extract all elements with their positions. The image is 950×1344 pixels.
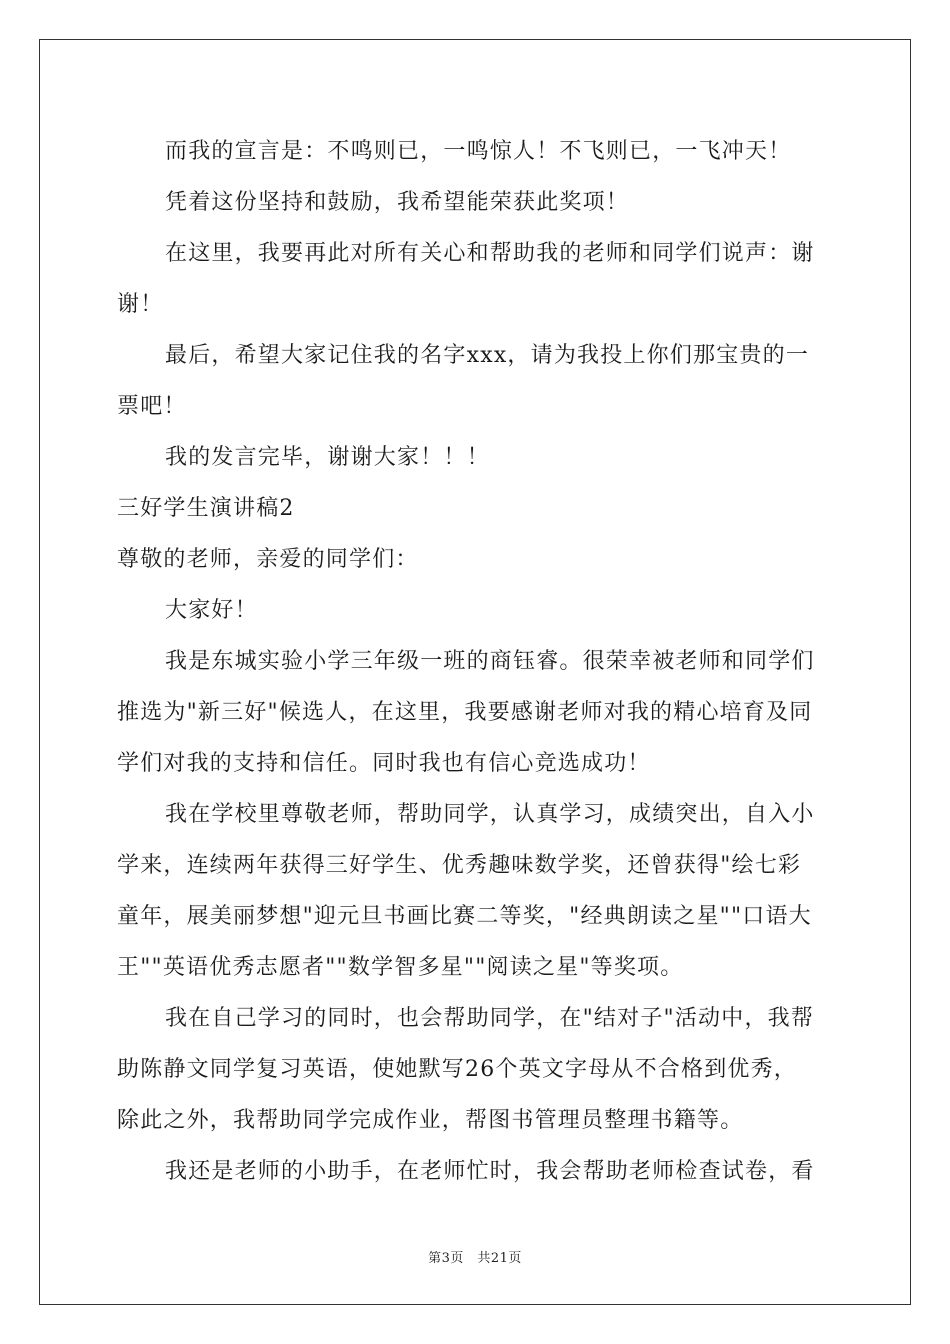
paragraph-line: 谢！ <box>117 292 164 317</box>
paragraph-line: 推选为"新三好"候选人，在这里，我要感谢老师对我的精心培育及同 <box>117 700 813 725</box>
section-title: 三好学生演讲稿2 <box>117 496 295 521</box>
paragraph-line: 学来，连续两年获得三好学生、优秀趣味数学奖，还曾获得"绘七彩 <box>117 853 802 878</box>
paragraph-line: 最后，希望大家记住我的名字xxx，请为我投上你们那宝贵的一 <box>165 343 810 368</box>
document-body <box>117 126 833 1197</box>
paragraph-line: 而我的宣言是：不鸣则已，一鸣惊人！不飞则已，一飞冲天！ <box>165 139 792 164</box>
paragraph-line: 在这里，我要再此对所有关心和帮助我的老师和同学们说声：谢 <box>165 241 815 266</box>
paragraph-line: 我是东城实验小学三年级一班的商钰睿。很荣幸被老师和同学们 <box>165 649 815 674</box>
paragraph-line: 我在自己学习的同时，也会帮助同学，在"结对子"活动中，我帮 <box>165 1006 815 1031</box>
page-number-footer: 第3页 共21页 <box>428 1251 522 1266</box>
greeting: 大家好！ <box>165 598 258 623</box>
paragraph-line: 童年，展美丽梦想"迎元旦书画比赛二等奖，"经典朗读之星""口语大 <box>117 904 812 929</box>
paragraph-line: 我的发言完毕，谢谢大家！！！ <box>165 445 490 470</box>
paragraph-line: 学们对我的支持和信任。同时我也有信心竞选成功！ <box>117 751 651 776</box>
paragraph-line: 王""英语优秀志愿者""数学智多星""阅读之星"等奖项。 <box>117 955 684 980</box>
paragraph-line: 我在学校里尊敬老师，帮助同学，认真学习，成绩突出，自入小 <box>165 802 815 827</box>
paragraph-line: 助陈静文同学复习英语，使她默写26个英文字母从不合格到优秀， <box>117 1057 797 1082</box>
salutation: 尊敬的老师，亲爱的同学们： <box>117 547 419 572</box>
paragraph-line: 票吧！ <box>117 394 187 419</box>
paragraph-line: 除此之外，我帮助同学完成作业，帮图书管理员整理书籍等。 <box>117 1108 744 1133</box>
paragraph-line: 我还是老师的小助手，在老师忙时，我会帮助老师检查试卷，看 <box>165 1159 815 1184</box>
paragraph-line: 凭着这份坚持和鼓励，我希望能荣获此奖项！ <box>165 190 630 215</box>
